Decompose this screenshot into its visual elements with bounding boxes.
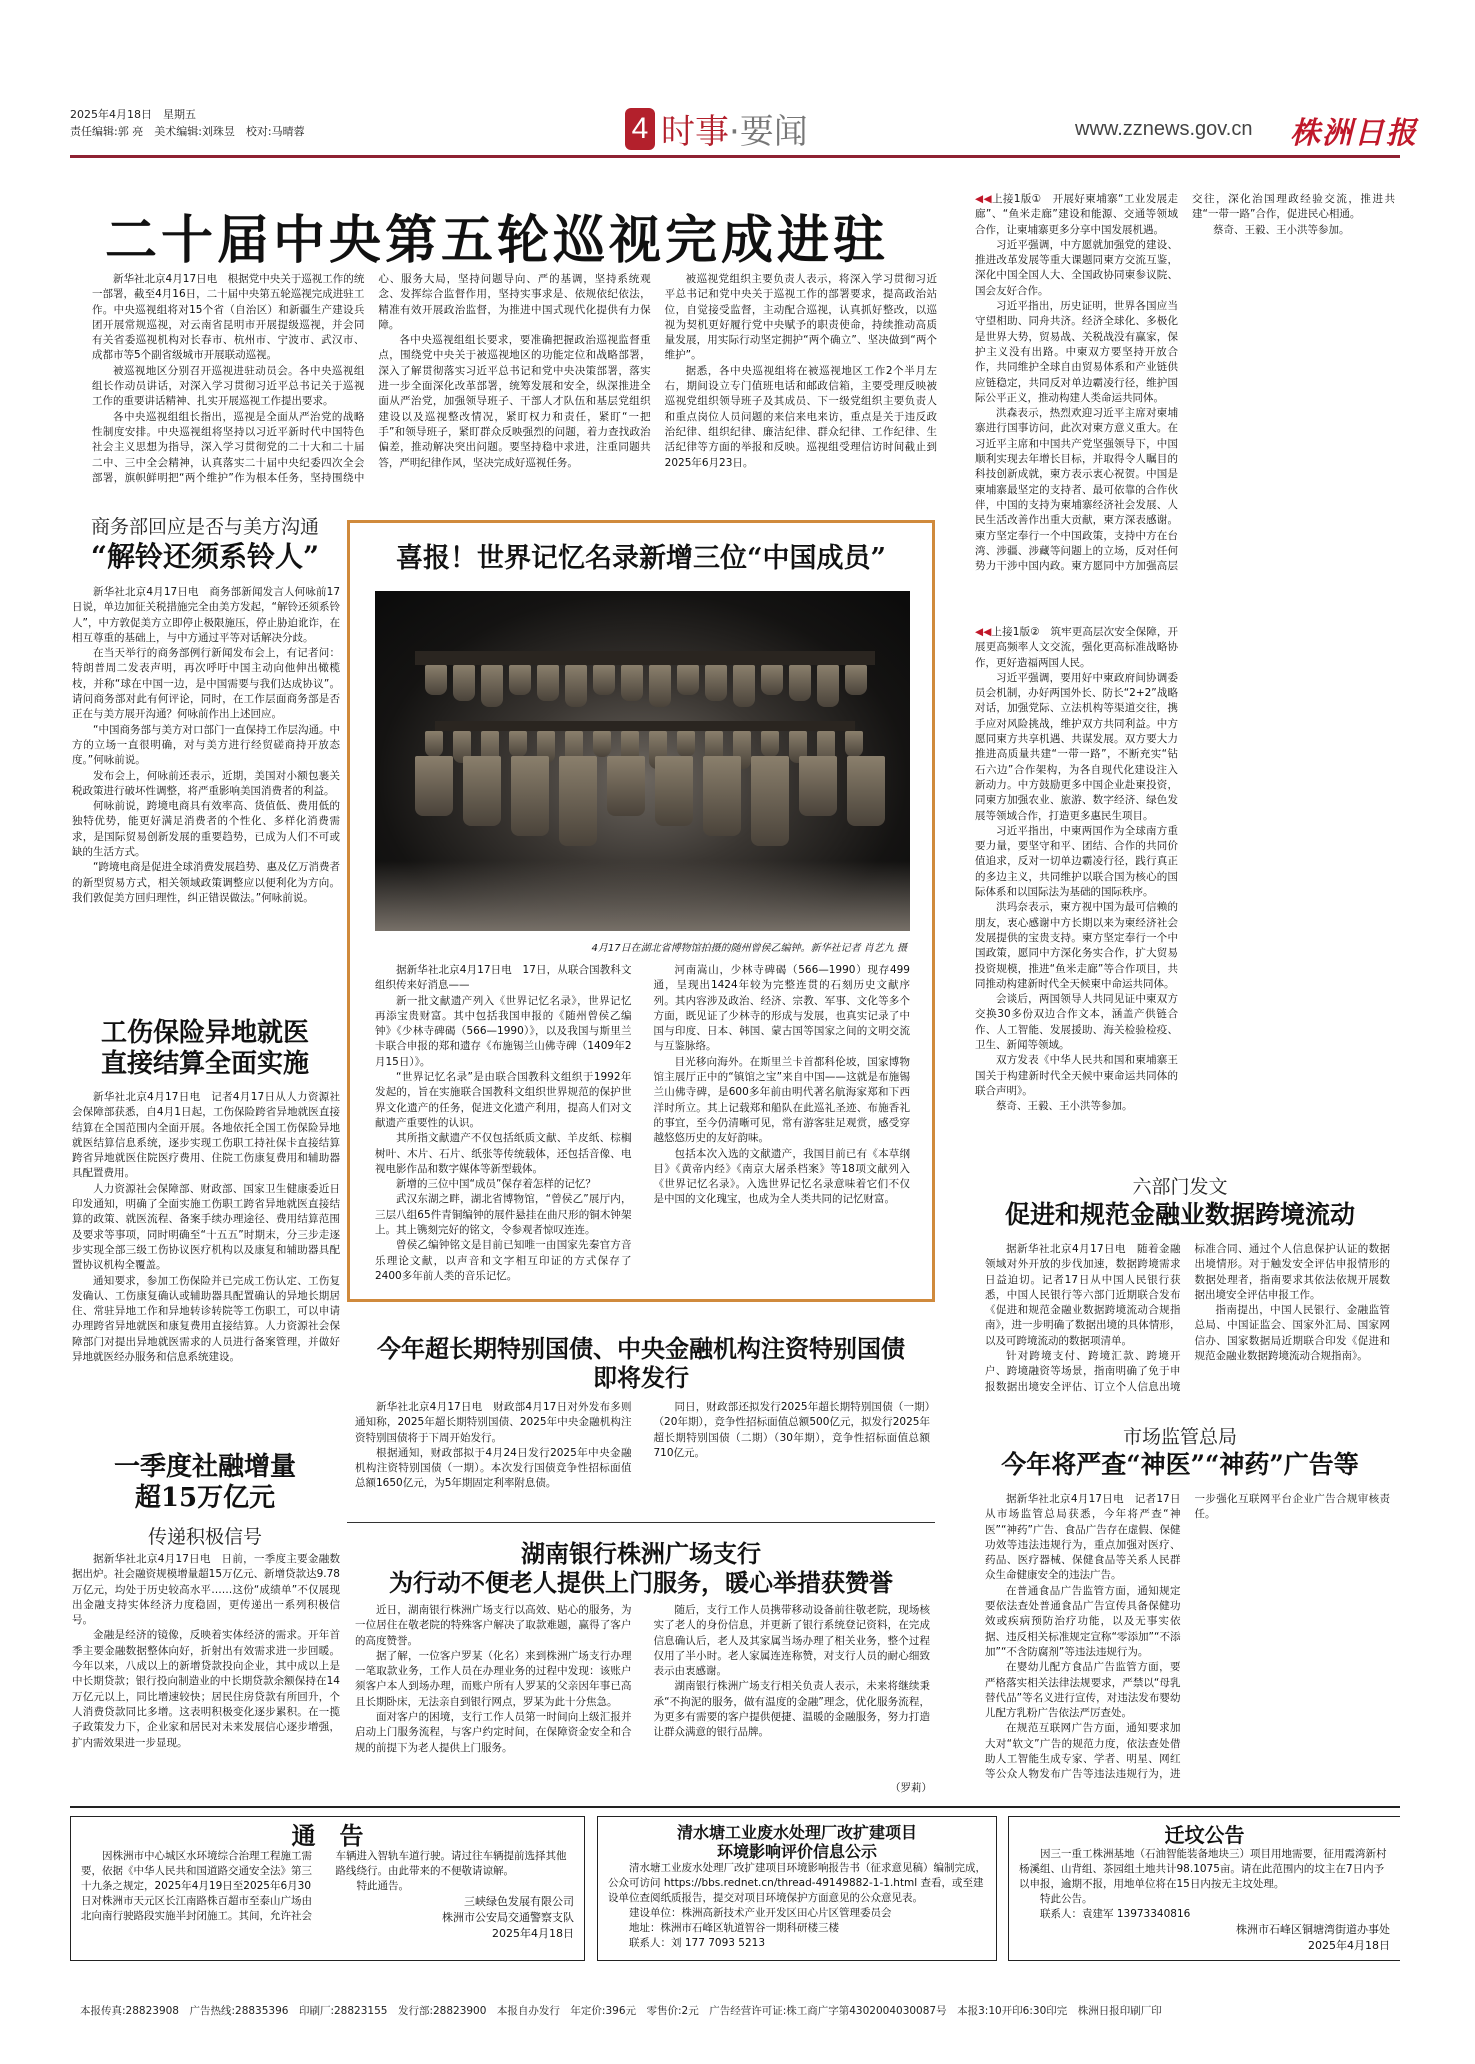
paragraph: 建设单位：株洲高新技术产业开发区田心片区管理委员会: [629, 1907, 892, 1919]
paragraph: 湖南银行株洲广场支行相关负责人表示，未来将继续秉承“不拘泥的服务，做有温度的金融”理念，优化服务流程，为更多有需要的客户提供便捷、温暖的金融服务，努力打造让群众满意的银行品牌。: [653, 1680, 930, 1739]
paragraph: 根据通知，财政部拟于4月24日发行2025年中央金融机构注资特别国债（一期）。本次发行国债竞争性招标面值总额1650亿元，为5年期固定利率附息债。: [355, 1446, 632, 1490]
paragraph: 会谈后，两国领导人共同见证中柬双方交换30多份双边合作文本，涵盖产供链合作、人工智能、发展援助、海关检验检疫、卫生、新闻等领域。: [975, 993, 1178, 1052]
headline-line: 工伤保险异地就医: [100, 1018, 309, 1048]
paragraph: 面对客户的困境，支行工作人员第一时间向上级汇报并启动上门服务流程，与客户约定时间，在保障资金安全和合规的前提下为老人提供上门服务。: [355, 1711, 632, 1754]
bell-shape: [509, 665, 531, 695]
paragraph: 各中央巡视组组长指出，巡视是全面从严治党的战略性制度安排。中央巡视组将坚持以习近平新时代中国特色社会主义思想为指导，深入学习贯彻党的二十大和二十届二中、三中全会精神，认真落实二十届中央纪委四次全会部署，旗帜鲜明把“两个维护”作为根本任务，坚持围绕中心、服务大局，坚持问题导向、严的基调，坚持系统观念、发挥综合监督作用，坚持实事求是、依规依纪依法，精准有效开展政治监督，为推进中国式现代化提供有力保障。: [92, 273, 651, 484]
bell-shape: [453, 665, 475, 701]
paragraph: “世界记忆名录”是由联合国教科文组织于1992年发起的，旨在实施联合国教科文组织世界规范的保护世界文化遗产的任务，促进文化遗产利用，提高人们对文献遗产重要性的认识。: [375, 1071, 632, 1129]
paragraph: 曾侯乙编钟铭文是目前已知唯一由国家先秦官方音乐理论文献，以声音和文字相互印证的方式保存了2400多年前人类的音乐记忆。: [375, 1239, 632, 1282]
memory-headline: 喜报！世界记忆名录新增三位“中国成员”: [395, 543, 887, 574]
eia-title: [608, 1823, 986, 1861]
bank-headline: [347, 1540, 935, 1598]
paragraph: 开展好柬埔寨“工业发展走廊”、“鱼米走廊”建设和能源、交通等领域合作，让柬埔寨更多分享中国发展机遇。: [975, 193, 1179, 236]
newspaper-logo: 株洲日报: [1290, 116, 1418, 151]
bell-shape: [593, 731, 611, 757]
notice-signers: [336, 1894, 575, 1942]
bell-rack: [415, 651, 875, 665]
signer-line: 2025年4月18日: [492, 1927, 574, 1940]
paragraph: 联系人：刘 177 7093 5213: [629, 1937, 765, 1949]
title-line: 清水塘工业废水处理厂改扩建项目: [676, 1823, 917, 1842]
bell-shape: [509, 731, 527, 757]
paragraph: 据新华社北京4月17日电 日前，一季度主要金融数据出炉。社会融资规模增量超15万亿元、新增贷款达9.78万亿元，均处于历史较高水平……这份“成绩单”不仅展现出金融支持实体经济力度稳固，更传递出一系列积极信号。: [72, 1553, 340, 1627]
paragraph: 在婴幼儿配方食品广告监管方面，要严格落实相关法律法规要求，严禁以“母乳替代品”等名义进行宣传，对违法发布婴幼儿配方乳粉广告依法严厉查处。: [985, 1661, 1181, 1720]
paragraph: 新华社北京4月17日电 商务部新闻发言人何咏前17日说，单边加征关税措施完全由美方发起，“解铃还须系铃人”，中方敦促美方立即停止极限施压，停止胁迫讹诈，在相互尊重的基础上，与中方通过平等对话解决分歧。: [72, 586, 340, 644]
section-sub: ·要闻: [729, 112, 808, 152]
bell-shape: [733, 665, 755, 707]
large-bell-shape: [655, 756, 693, 826]
paragraph: “跨境电商是促进全球消费发展趋势、惠及亿万消费者的新型贸易方式，相关领域政策调整应以便利化为方向。我们敦促美方回归理性，纠正错误做法。”何咏前说。: [72, 861, 340, 904]
bank-body: [355, 1603, 930, 1785]
bell-shape: [677, 665, 699, 695]
paragraph: 双方发表《中华人民共和国和柬埔寨王国关于构建新时代全天候中柬命运共同体的联合声明》。: [975, 1054, 1178, 1097]
bell-shape: [789, 665, 811, 701]
headline-line: 湖南银行株洲广场支行: [521, 1539, 761, 1568]
large-bell-shape: [559, 756, 597, 846]
paragraph: 针对跨境支付、跨境汇款、跨境开户、跨境融资等场景，指南明确了免于申报数据出境安全评估、订立个人信息出境标准合同、通过个人信息保护认证的数据出境情形。对于触发安全评估申报情形的数据处理者，指南要求其依法依规开展数据出境安全评估申报工作。: [985, 1243, 1390, 1393]
headline-line: 即将发行: [593, 1362, 689, 1392]
dataflow-headline: 促进和规范金融业数据跨境流动: [1004, 1200, 1355, 1229]
paragraph: 新华社北京4月17日电 记者4月17日从人力资源社会保障部获悉，自4月1日起，工伤保险跨省异地就医直接结算在全国范围内全面开展。各地依托全国工伤保险异地就医结算信息系统，逐步实现工伤职工持社保卡直接结算跨省异地就医住院医疗费用、住院工伤康复费用和辅助器具配置费用。: [72, 1091, 340, 1180]
paragraph: 筑牢更高层次安全保障，开展更高频率人文交流，强化更高标准战略协作，更好造福两国人民。: [975, 626, 1179, 669]
section-title: [661, 104, 808, 153]
divider: [347, 1522, 935, 1523]
masthead-info: [70, 106, 305, 140]
signer-line: 2025年4月18日: [1308, 1939, 1390, 1952]
paragraph: 在普通食品广告监管方面，通知规定要依法查处普通食品广告宣传具备保健功效或疾病预防治疗功能，以及无事实依据、违反相关标准规定宣称“零添加”“不添加”“不含防腐剂”等违法违规行为。: [985, 1584, 1181, 1658]
paragraph: 指南提出，中国人民银行、金融监管总局、中国证监会、国家外汇局、国家网信办、国家数据局近期联合印发《促进和规范金融业数据跨境流动合规指南》。: [1194, 1304, 1390, 1363]
continue-arrow-icon: ◀◀: [975, 626, 992, 638]
bell-shape: [425, 731, 443, 757]
headline-line: 今年超长期特别国债、中央金融机构注资特别国债: [377, 1334, 905, 1363]
paragraph: 金融是经济的镜像，反映着实体经济的需求。开年首季主要金融数据整体向好，折射出有效需求进一步回暖。今年以来，八成以上的新增贷款投向企业，其中成以上是中长期贷款；银行投向制造业的中长期贷款余额保持在14万亿元以上，同比增速较快；居民住房贷款有所回升，个人消费贷款同比多增。这表明积极变化逐步累积。在一揽子政策发力下，企业家和居民对未来发展信心逐步增强，扩内需效果进一步显现。: [72, 1629, 340, 1749]
paragraph: 因三一重工株洲基地（石油智能装备地块三）项目用地需要，征用霞湾新村杨溪组、山背组、茶园组土地共计98.1075亩。请在此范围内的坟主在7日内予以申报，逾期不报，用地单位将在15日内按无主坟处理。: [1019, 1848, 1387, 1890]
continued-marker: 上接1版①: [991, 193, 1042, 205]
commerce-body: [72, 585, 340, 1000]
bell-shape: [761, 731, 779, 757]
section-badge: [625, 104, 808, 153]
traffic-notice: [70, 1816, 585, 1961]
paragraph: 蔡奇、王毅、王小洪等参加。: [1213, 223, 1350, 236]
memory-body: [375, 963, 910, 1291]
notice-body: [81, 1849, 574, 1954]
bell-shape: [761, 665, 783, 695]
signer-line: 株洲市石峰区铜塘湾街道办事处: [1236, 1923, 1390, 1936]
photo-caption: 4月17日在湖北省博物馆拍摄的随州曾侯乙编钟。新华社记者 肖艺九 摄: [591, 943, 907, 954]
paragraph: 蔡奇、王毅、王小洪等参加。: [996, 1100, 1133, 1113]
paragraph: 据新华社北京4月17日电 17日，从联合国教科文组织传来好消息——: [375, 964, 632, 992]
paragraph: 据悉，各中央巡视组将在被巡视地区工作2个半月左右，期间设立专门值班电话和邮政信箱，主要受理反映被巡视党组织领导班子及其成员、下一级党组织主要负责人和重点岗位人员问题的来信来电来访，重点是关于违反政治纪律、组织纪律、廉洁纪律、群众纪律、工作纪律、生活纪律等方面的举报和反映。巡视组受理信访时间截止到2025年6月23日。: [664, 364, 937, 469]
headline-line: 超15万亿元: [134, 1483, 276, 1514]
adscheck-headline: 今年将严查“神医”“神药”广告等: [1001, 1450, 1359, 1479]
bell-shape: [565, 665, 587, 707]
tsf-body: [72, 1552, 340, 1797]
adscheck-kicker: 市场监管总局: [1122, 1426, 1237, 1448]
paragraph: 习近平指出，中柬两国作为全球南方重要力量，要坚守和平、团结、合作的共同价值追求，反对一切单边霸凌行径，践行真正的多边主义，共同维护以联合国为核心的国际体系和以国际法为基础的国际秩序。: [975, 824, 1178, 899]
website-link[interactable]: www.zznews.gov.cn: [1075, 118, 1253, 140]
photo-floor: [375, 861, 910, 931]
dataflow-body: [985, 1242, 1390, 1400]
paragraph: 何咏前说，跨境电商具有效率高、货值低、费用低的独特优势，能更好满足消费者的个性化、多样化消费需求，是国际贸易创新发展的重要趋势，已成为人们不可或缺的生活方式。: [72, 800, 340, 859]
paragraph: 习近平强调，要用好中柬政府间协调委员会机制，办好两国外长、防长“2+2”战略对话，加强党际、立法机构等渠道交往，携手应对风险挑战，维护双方共同利益。中方愿同柬方共享机遇、共谋发展。双方要大力推进高质量共建“一带一路”，不断充实“钻石六边”合作架构，为各自现代化建设注入新动力。中方鼓励更多中国企业赴柬投资，同柬方加强农业、旅游、数字经济、绿色发展等领域合作，打造更多惠民生项目。: [975, 671, 1178, 822]
bonds-body: [355, 1400, 930, 1510]
tsf-subhead: 传递积极信号: [147, 1526, 262, 1548]
headline-line: 为行动不便老人提供上门服务，暖心举措获赞誉: [389, 1567, 893, 1597]
cambodia-part2: [975, 625, 1395, 1130]
paragraph: 近日，湖南银行株洲广场支行以高效、贴心的服务，为一位居住在敬老院的特殊客户解决了取款难题，赢得了客户的高度赞誉。: [355, 1604, 632, 1647]
bell-rack: [435, 721, 855, 731]
editors-line: 责任编辑:郭 亮 美术编辑:刘珠昱 校对:马晴蓉: [70, 125, 305, 138]
paragraph: 新华社北京4月17日电 根据党中央关于巡视工作的统一部署，截至4月16日，二十届中央第五轮巡视完成进驻工作。中央巡视组将对15个省（自治区）和新疆生产建设兵团开展常规巡视，对云南省昆明市开展提级巡视，并会同有关省委巡视机构对长春市、杭州市、宁波市、武汉市、成都市等5个副省级城市开展联动巡视。: [92, 273, 365, 362]
signer-line: 三峡绿色发展有限公司: [464, 1895, 574, 1908]
bell-shape: [425, 665, 447, 695]
dataflow-kicker: 六部门发文: [1132, 1176, 1228, 1198]
paragraph: 通知要求，参加工伤保险并已完成工伤认定、工伤复发确认、工伤康复确认或辅助器具配置确认的异地长期居住、常驻异地工作和异地转诊转院等工伤职工，可以申请办理跨省异地就医和康复费用直接结算。人力资源社会保障部门对提出异地就医需求的人员进行备案管理，并做好异地就医经办服务和信息系统建设。: [72, 1274, 340, 1364]
paragraph: 新华社北京4月17日电 财政部4月17日对外发布多则通知称，2025年超长期特别国债、2025年中央金融机构注资特别国债将于下周开始发行。: [355, 1401, 632, 1444]
cambodia-part1: [975, 192, 1395, 602]
paragraph: 习近平指出，历史证明，世界各国应当守望相助、同舟共济。经济全球化、多极化是世界大势，贸易战、关税战没有赢家，保护主义没有出路。中柬双方要坚持开放合作，共同维护全球自由贸易体系和产业链供应链稳定，共同反对单边霸凌行径，维护国际公平正义，推动构建人类命运共同体。: [975, 300, 1178, 404]
bell-shape: [621, 665, 643, 701]
headline-line: 直接结算全面实施: [100, 1049, 309, 1080]
paragraph: 目光移向海外。在斯里兰卡首都科伦坡，国家博物馆主展厅正中的“镇馆之宝”来自中国——这就是布施锡兰山佛寺碑，是600多年前由明代著名航海家郑和下西洋时所立。其上记载郑和船队在此巡礼圣迹、布施香礼的事宜，至今仍清晰可见，常有游客驻足观赏，感受穿越悠悠历史的友好韵味。: [653, 1055, 910, 1145]
cambodia-part2-body: [975, 671, 1178, 1115]
paragraph: 清水塘工业废水处理厂改扩建项目环境影响报告书（征求意见稿）编制完成，公众可访问 https://bbs.rednet.cn/thread-49149882-1-1.html 查看，或至建设单位查阅纸质报告，提交对项目环境保护方面意见的公众意见表。: [608, 1862, 986, 1904]
footer-info: 本报传真:28823908 广告热线:28835396 印刷厂:28823155 发行部:28823900 本报自办发行 年定价:396元 零售价:2元 广告经营许可证:株工商广字第4302004030087号 本报3:10开印6:30印完 株洲日报印刷厂印: [80, 2005, 1162, 2017]
bell-shape: [705, 665, 727, 701]
page-number: 4: [625, 108, 655, 150]
bells-photo: [375, 591, 910, 931]
paragraph: 地址：株洲市石峰区轨道智谷一期科研楼三楼: [629, 1922, 839, 1934]
large-bell-shape: [847, 756, 885, 826]
paragraph: 联系人：袁建军 13973340816: [1040, 1908, 1191, 1920]
paragraph: 习近平强调，中方愿就加强党的建设、推进改革发展等重大课题同柬方交流互鉴，深化中国全国人大、全国政协同柬参议院、国会友好合作。: [975, 238, 1178, 297]
memory-feature-box: [347, 520, 935, 1302]
grave-body: [1019, 1847, 1390, 1922]
large-bell-shape: [799, 756, 837, 816]
paragraph: 随后，支行工作人员携带移动设备前往敬老院，现场核实了老人的身份信息，并更新了银行系统登记资料，在完成信息确认后，老人及其家属当场办理了相关业务，整个过程仅用了半小时。老人家属连连称赞，对支行人员的耐心细致表示由衷感谢。: [653, 1604, 930, 1678]
commerce-headline: “解铃还须系铃人”: [90, 540, 320, 573]
eia-body: [608, 1861, 986, 1951]
bell-shape: [481, 665, 503, 707]
bank-byline: （罗莉）: [890, 1782, 932, 1794]
bell-shape: [593, 665, 615, 695]
injury-body: [72, 1090, 340, 1415]
ads-top-rule: [70, 1806, 1400, 1808]
injury-headline: [70, 1018, 340, 1080]
large-bell-shape: [511, 756, 549, 836]
lead-headline: 二十届中央第五轮巡视完成进驻: [105, 211, 890, 271]
notice-title: 通 告: [291, 1822, 364, 1850]
cambodia-part1-body: [975, 192, 1395, 602]
lead-body: [92, 272, 937, 497]
paragraph: 在当天举行的商务部例行新闻发布会上，有记者问：特朗普周二发表声明，再次呼吁中国主动向他伸出橄榄枝，并称“球在中国一边，是中国需要与我们达成协议”。请问商务部对此有何评论，同时，在工作层面商务部是否正在与美方展开沟通？何咏前作出上述回应。: [72, 647, 340, 721]
paragraph: 人力资源社会保障部、财政部、国家卫生健康委近日印发通知，明确了全面实施工伤职工跨省异地就医直接结算的政策、就医流程、备案手续办理途径、费用结算范围及要求等事项，同时明确至“十五五”时期末，分三步走逐步实现全部三级工伤协议医疗机构以及康复和辅助器具配置协议机构全覆盖。: [72, 1182, 340, 1272]
paragraph: 洪森表示，热烈欢迎习近平主席对柬埔寨进行国事访问，此次对柬方意义重大。在习近平主席和中国共产党坚强领导下，中国顺利实现去年增长目标，并取得令人瞩目的科技创新成就，柬方表示衷心祝贺。中国是柬埔寨最坚定的支持者、最可依靠的合作伙伴，中国的支持为柬埔寨经济社会发展、人民生活改善作出重大贡献，柬方深表感谢。柬方坚定奉行一个中国政策，支持中方在台湾、涉疆、涉藏等问题上的立场，反对任何势力干涉中国内政。柬方愿同中方加强高层交往，深化治国理政经验交流，推进共建“一带一路”合作，促进民心相通。: [975, 193, 1395, 573]
grave-signers: [1019, 1922, 1390, 1954]
grave-title: 迁坟公告: [1164, 1823, 1245, 1847]
paragraph: 包括本次入选的文献遗产，我国目前已有《本草纲目》《黄帝内经》《南京大屠杀档案》等18项文献列入《世界记忆名录》。入选世界记忆名录意味着它们不仅是中国的文化瑰宝，也成为全人类共同的记忆财富。: [653, 1147, 910, 1206]
continued-marker: 上接1版②: [991, 626, 1040, 638]
headline-line: 一季度社融增量: [113, 1452, 296, 1482]
paragraph: 据新华社北京4月17日电 随着金融领域对外开放的步伐加速，数据跨境需求日益迫切。记者17日从中国人民银行获悉，中国人民银行等六部门近期联合发布《促进和规范金融业数据跨境流动合规指南》，进一步明确了数据出境的具体情形，以及可跨境流动的数据项清单。: [985, 1243, 1181, 1347]
bell-shape: [845, 731, 863, 757]
bell-shape: [649, 665, 671, 707]
grave-notice: [1008, 1816, 1400, 1961]
paragraph: 新一批文献遗产列入《世界记忆名录》，世界记忆再添宝贵财富。其中包括我国申报的《随州曾侯乙编钟》《少林寺碑碣（566—1990）》，以及我国与斯里兰卡联合申报的郑和遗存《布施锡兰山佛寺碑（1409年2月15日）》。: [375, 994, 632, 1068]
paragraph: 发布会上，何咏前还表示，近期，美国对小额包裹关税政策进行破坏性调整，将严重影响美国消费者的利益。: [72, 769, 340, 797]
title-line: 环境影响评价信息公示: [716, 1842, 877, 1861]
paragraph: 特此公告。: [1040, 1893, 1093, 1905]
paragraph: 在规范互联网广告方面，通知要求加大对“软文”广告的规范力度，依法查处借助人工智能生成专家、学者、明星、网红等公众人物发布广告等违法违规行为，进一步强化互联网平台企业广告合规审核责任。: [985, 1493, 1390, 1781]
paragraph: 洪玛奈表示，柬方视中国为最可信赖的朋友，衷心感谢中方长期以来为柬经济社会发展提供的宝贵支持。柬方坚定奉行一个中国政策，愿同中方深化务实合作，扩大贸易投资规模，推进“鱼米走廊”等合作项目，共同推动构建新时代全天候柬中命运共同体。: [975, 901, 1178, 990]
large-bell-shape: [703, 756, 741, 836]
large-bell-shape: [463, 756, 501, 826]
paragraph: 被巡视党组织主要负责人表示，将深入学习贯彻习近平总书记和党中央关于巡视工作的部署要求，提高政治站位，自觉接受监督，主动配合巡视，认真抓好整改，以巡视为契机更好履行党中央赋予的职责使命，持续推动高质量发展，用实际行动坚定拥护“两个确立”、坚决做到“两个维护”。: [664, 273, 937, 362]
paragraph: “中国商务部与美方对口部门一直保持工作层沟通。中方的立场一直很明确，对与美方进行经贸磋商持开放态度。”何咏前说。: [72, 723, 340, 767]
header-rule: [70, 155, 1400, 158]
commerce-kicker: 商务部回应是否与美方沟通: [90, 516, 319, 538]
tsf-headline: [70, 1452, 340, 1514]
paragraph: 武汉东湖之畔，湖北省博物馆，“曾侯乙”展厅内，三层八组65件青铜编钟的展件悬挂在曲尺形的铜木钟架上。其上镌刻完好的铭文，令参观者惊叹连连。: [375, 1193, 632, 1237]
adscheck-body: [985, 1492, 1390, 1792]
paragraph: 因株洲市中心城区水环境综合治理工程施工需要，依据《中华人民共和国道路交通安全法》第三十九条之规定，2025年4月19日至2025年6月30日对株洲市天元区长江南路株百超市至泰山广场由北向南行驶路段实施半封闭施工。其间，允许社会车辆进入智轨车道行驶。请过往车辆提前选择其他路线绕行。由此带来的不便敬请谅解。: [81, 1850, 567, 1922]
paragraph: 各中央巡视组组长要求，要准确把握政治巡视监督重点，围绕党中央关于被巡视地区的功能定位和战略部署，深入了解贯彻落实习近平总书记和党中央决策部署，落实进一步全面深化改革部署，统筹发展和安全，纵深推进全面从严治党，加强领导班子、干部人才队伍和基层党组织建设以及巡视整改情况，紧盯权力和责任，紧盯“一把手”和领导班子，紧盯群众反映强烈的问题，着力查找政治偏差，推动解决突出问题。要坚持稳中求进，注重同题共答，严明纪律作风，坚决完成好巡视任务。: [378, 334, 651, 469]
eia-notice: [597, 1816, 997, 1961]
paragraph: 同日，财政部还拟发行2025年超长期特别国债（一期）（20年期），竞争性招标面值总额500亿元，拟发行2025年超长期特别国债（二期）（30年期），竞争性招标面值总额710亿元。: [653, 1401, 930, 1459]
paragraph: 被巡视地区分别召开巡视进驻动员会。各中央巡视组组长作动员讲话，对深入学习贯彻习近平总书记关于巡视工作的重要讲话精神、扎实开展巡视工作提出要求。: [92, 364, 365, 408]
bonds-headline: [347, 1335, 935, 1393]
paragraph: 据新华社北京4月17日电 记者17日从市场监管总局获悉，今年将严查“神医”“神药”广告、食品广告存在虚假、保健功效等违法违规行为，重点加强对医疗、药品、医疗器械、保健食品等关系人民群众生命健康安全的违法广告。: [985, 1493, 1181, 1582]
signer-line: 株洲市公安局交通警察支队: [442, 1911, 574, 1924]
section-main: 时事: [661, 112, 729, 152]
issue-date: 2025年4月18日 星期五: [70, 108, 196, 121]
paragraph: 河南嵩山，少林寺碑碣（566—1990）现存499通，呈现出1424年较为完整连贯的石刻历史文献序列。其内容涉及政治、经济、宗教、军事、文化等多个方面，既见证了少林寺的形成与发展，也真实记录了中国与印度、日本、韩国、蒙古国等国家之间的文明交流与互鉴脉络。: [653, 964, 910, 1053]
bell-shape: [817, 665, 839, 707]
large-bell-shape: [607, 756, 645, 816]
large-bell-shape: [415, 756, 453, 816]
paragraph: 据了解，一位客户罗某（化名）来到株洲广场支行办理一笔取款业务，工作人员在办理业务的过程中发现：该账户须客户本人到场办理，而账户所有人罗某的父亲因年事已高且长期卧床，无法亲自到银行网点，罗某为此十分焦急。: [355, 1649, 632, 1708]
bell-shape: [677, 731, 695, 757]
large-bell-shape: [751, 756, 789, 846]
paragraph: 特此通告。: [356, 1880, 409, 1892]
paragraph: 其所指文献遗产不仅包括纸质文献、羊皮纸、棕榈树叶、木片、石片、纸张等传统载体，还包括音像、电视电影作品和数字媒体等新型载体。: [375, 1132, 632, 1175]
continue-arrow-icon: ◀◀: [975, 193, 992, 205]
paragraph: 新增的三位中国“成员”保存着怎样的记忆？: [396, 1178, 596, 1191]
bell-shape: [537, 665, 559, 701]
bell-shape: [845, 665, 867, 695]
